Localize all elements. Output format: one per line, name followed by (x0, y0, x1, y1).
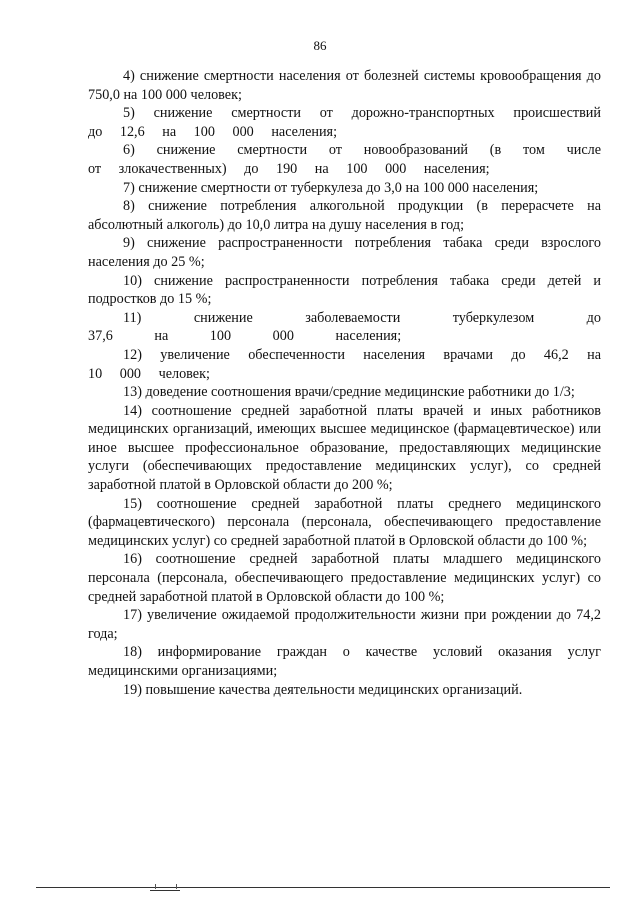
list-item-16: 16) соотношение средней заработной платы младшего медицинского персонала (персонала, обеспечивающего предоставление медицинских услуг) со средней заработной платой в Орловской области до 100 %; (88, 551, 601, 605)
list-item-6: 6) снижение смертности от новообразований (в том числе от злокачественных) до 190 на 100 000 населения; (88, 142, 601, 177)
document-body (88, 67, 601, 699)
list-item-12: 12) увеличение обеспеченности населения врачами до 46,2 на 10 000 человек; (88, 346, 601, 382)
list-item-9: 9) снижение распространенности потребления табака среди взрослого населения до 25 %; (88, 235, 601, 270)
list-item-18: 18) информирование граждан о качестве условий оказания услуг медицинскими организациями; (88, 644, 601, 679)
list-item-8: 8) снижение потребления алкогольной продукции (в перерасчете на абсолютный алкоголь) до 10,0 литра на душу населения в год; (88, 198, 601, 233)
list-item-13: 13) доведение соотношения врачи/средние медицинские работники до 1/3; (123, 384, 575, 401)
footer-rule (36, 887, 610, 888)
list-item-10: 10) снижение распространенности потребления табака среди детей и подростков до 15 %; (88, 272, 601, 308)
page-number: 86 (313, 38, 327, 53)
list-item-11: 11) снижение заболеваемости туберкулезом до 37,6 на 100 000 населения; (88, 309, 601, 345)
list-item-7: 7) снижение смертности от туберкулеза до 3,0 на 100 000 населения; (123, 179, 539, 196)
list-item-19: 19) повышение качества деятельности медицинских организаций. (123, 681, 523, 698)
list-item-14: 14) соотношение средней заработной платы врачей и иных работников медицинских организаций, имеющих высшее медицинское (фармацевтическое) или иное высшее профессиональное образование, предоставляющих медицинские услуги (обеспечивающих предоставление медицинских услуг), со средней заработной платой в Орловской области до 200 %; (88, 402, 601, 494)
footer-mark (150, 882, 180, 891)
list-item-4: 4) снижение смертности населения от болезней системы кровообращения до 750,0 на 100 000 человек; (88, 68, 601, 103)
list-item-17: 17) увеличение ожидаемой продолжительности жизни при рождении до 74,2 года; (88, 607, 601, 642)
list-item-5: 5) снижение смертности от дорожно-транспортных происшествий до 12,6 на 100 000 населения; (88, 105, 601, 140)
list-item-15: 15) соотношение средней заработной платы среднего медицинского (фармацевтического) персонала (персонала, обеспечивающего предоставление медицинских услуг) со средней заработной платой в Орловской области до 100 %; (88, 495, 601, 549)
